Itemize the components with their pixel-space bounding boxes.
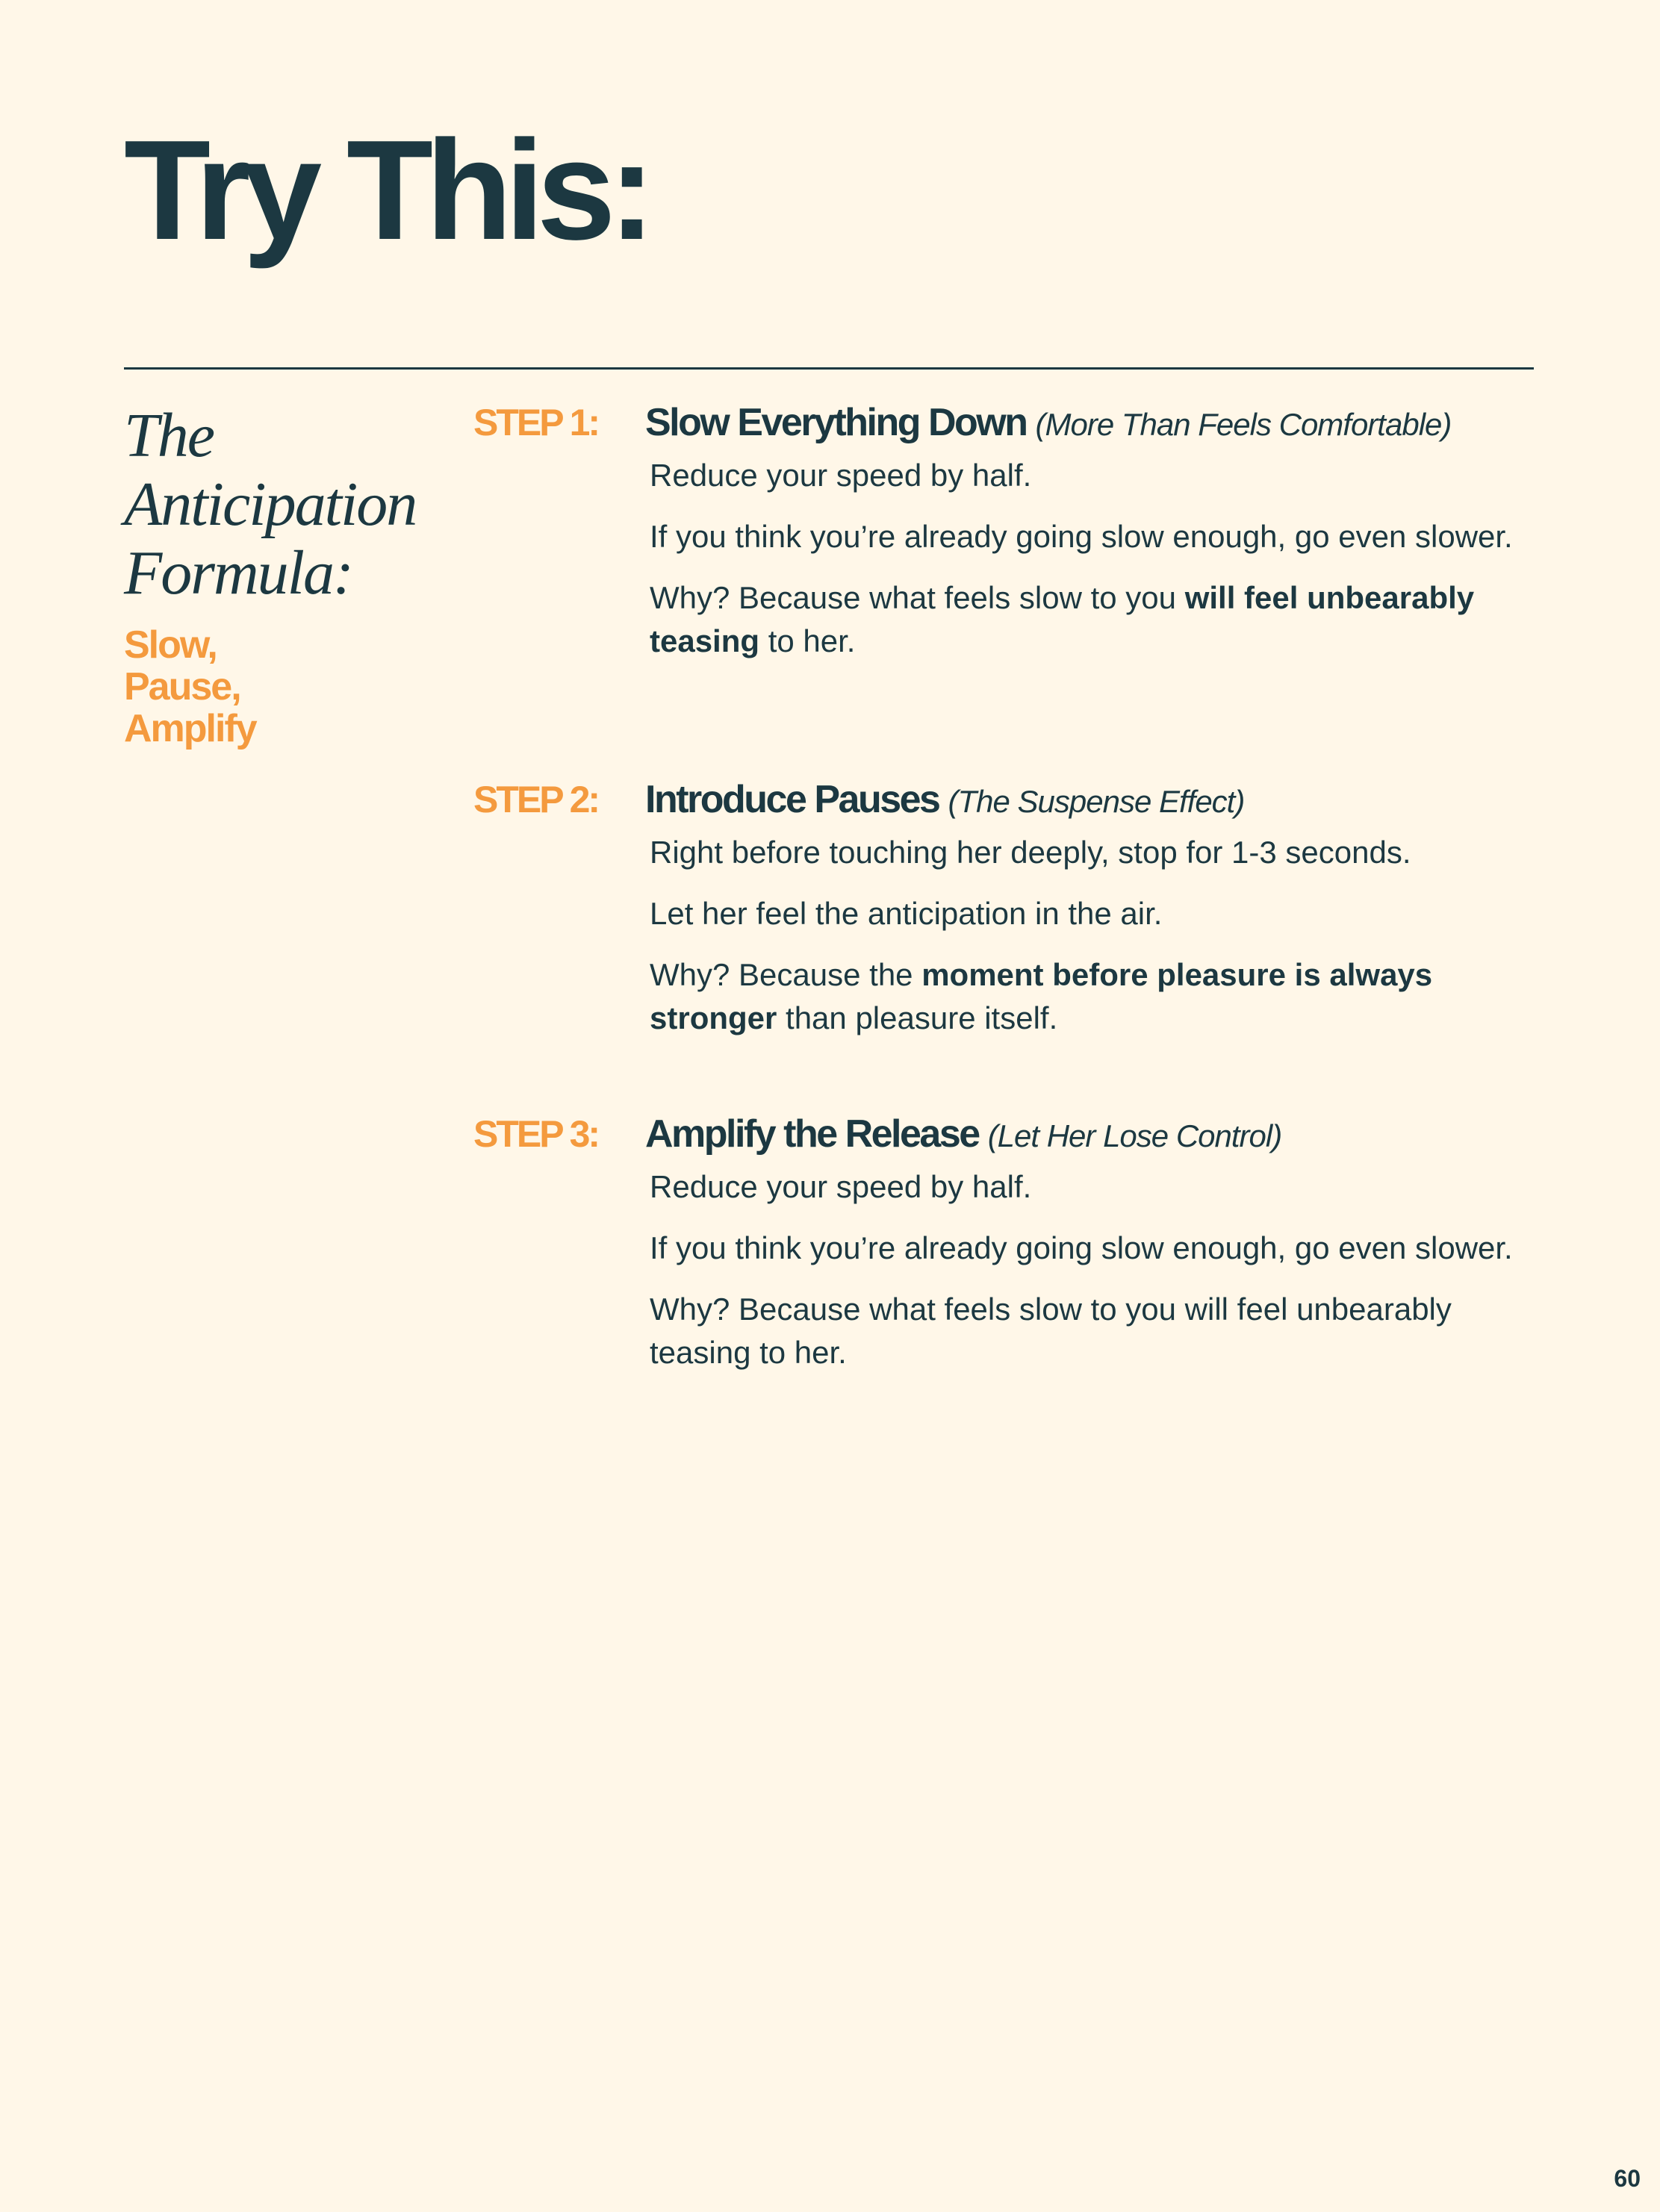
step-2 (473, 777, 1534, 1058)
step-paragraph: Right before touching her deeply, stop for 1-3 seconds. (650, 835, 1411, 870)
sidebar-heading (124, 402, 453, 608)
emphasis-text: will feel unbearably teasing (650, 580, 1475, 658)
step-header (473, 1112, 1534, 1156)
step-paragraph (650, 953, 1534, 1040)
paragraph-text: Why? Because what feels slow to you (650, 580, 1185, 615)
step-note: (The Suspense Effect) (948, 784, 1245, 819)
step-3 (473, 1112, 1534, 1392)
step-paragraph (650, 576, 1534, 663)
sidebar-heading-line: The (124, 401, 214, 470)
page-number: 60 (1614, 2165, 1641, 2192)
emphasis-text: moment before pleasure is always stronger (650, 957, 1433, 1035)
paragraph-text: to her. (759, 623, 856, 658)
step-paragraph: If you think you’re already going slow enough, go even slower. (650, 1230, 1513, 1265)
step-label: STEP 3: (473, 1113, 599, 1155)
step-1 (473, 400, 1534, 681)
divider (124, 367, 1534, 370)
step-body (650, 1165, 1534, 1374)
sidebar-heading-line: Anticipation (124, 470, 417, 539)
paragraph-text: than pleasure itself. (777, 1000, 1058, 1035)
step-label: STEP 2: (473, 779, 599, 820)
sidebar-subtitle (124, 624, 453, 750)
step-paragraph: Reduce your speed by half. (650, 458, 1032, 493)
step-header (473, 777, 1534, 822)
step-body (650, 831, 1534, 1040)
sidebar (124, 402, 453, 750)
step-header (473, 400, 1534, 445)
sidebar-subtitle-line: Pause, (124, 665, 240, 708)
step-paragraph: Reduce your speed by half. (650, 1169, 1032, 1204)
step-title: Introduce Pauses (645, 778, 939, 821)
step-note: (More Than Feels Comfortable) (1035, 407, 1452, 442)
sidebar-subtitle-line: Slow, (124, 623, 217, 667)
step-paragraph: If you think you’re already going slow enough, go even slower. (650, 519, 1513, 554)
step-body (650, 454, 1534, 663)
sidebar-heading-line: Formula: (124, 538, 352, 608)
step-title: Amplify the Release (645, 1112, 979, 1156)
step-paragraph: Let her feel the anticipation in the air. (650, 896, 1163, 931)
page-title: Try This: (124, 111, 648, 270)
step-note: (Let Her Lose Control) (987, 1118, 1282, 1153)
paragraph-text: Why? Because the (650, 957, 922, 992)
step-label: STEP 1: (473, 402, 599, 443)
step-paragraph: Why? Because what feels slow to you will feel unbearably teasing to her. (650, 1292, 1452, 1370)
step-title: Slow Everything Down (645, 401, 1027, 444)
sidebar-subtitle-line: Amplify (124, 707, 256, 750)
